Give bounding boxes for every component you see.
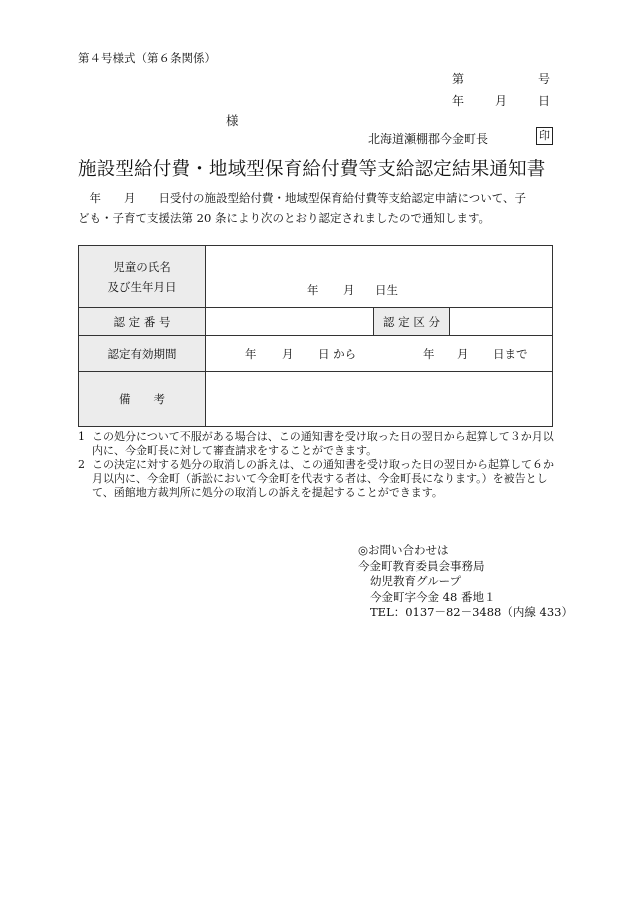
remarks-row <box>79 372 553 427</box>
cert-category-value[interactable] <box>450 308 553 336</box>
note-item <box>78 430 554 458</box>
birth-day-label: 日生 <box>375 283 398 297</box>
notes-section <box>78 430 554 500</box>
cert-category-label: 認 定 区 分 <box>374 308 450 336</box>
contact-block <box>358 543 573 621</box>
validity-label: 認定有効期間 <box>79 336 206 372</box>
intro-line-1: 年 月 日受付の施設型給付費・地域型保育給付費等支給認定申請について、子 <box>78 191 527 205</box>
recipient-honorific: 様 <box>226 113 239 128</box>
validity-row <box>79 336 553 372</box>
doc-number-prefix: 第 <box>452 72 465 86</box>
cert-number-value[interactable] <box>206 308 374 336</box>
doc-number-suffix: 号 <box>538 72 551 86</box>
child-name-label: 児童の氏名 <box>113 259 171 274</box>
remarks-value[interactable] <box>206 372 553 427</box>
issue-date-day: 日 <box>538 94 551 108</box>
remarks-label: 備 考 <box>79 372 206 427</box>
valid-to-year: 年 <box>423 347 435 361</box>
valid-from-month: 月 <box>282 347 294 361</box>
note-text: この決定に対する処分の取消しの訴えは、この通知書を受け取った日の翌日から起算して６か月以内に、今金町（訴訟において今金町を代表する者は、今金町長になります。）を被告として、函館地方裁判所に処分の取消しの訴えを提起することができます。 <box>92 458 554 499</box>
document-title: 施設型給付費・地域型保育給付費等支給認定結果通知書 <box>78 159 546 180</box>
cert-number-label: 認 定 番 号 <box>79 308 206 336</box>
birth-year-label: 年 <box>307 283 319 297</box>
valid-to-day: 日まで <box>493 347 528 361</box>
contact-group: 幼児教育グループ <box>370 574 462 588</box>
valid-from-day: 日 から <box>318 347 357 361</box>
issue-date-year: 年 <box>452 94 465 108</box>
note-number: 1 <box>78 430 85 443</box>
contact-heading: ◎お問い合わせは <box>358 543 449 557</box>
issuer-name: 北海道瀬棚郡今金町長 <box>368 132 489 146</box>
birth-month-label: 月 <box>343 283 355 297</box>
contact-phone: TEL：0137－82－3488（内線 433） <box>370 605 573 619</box>
intro-line-2: ども・子育て支援法第 20 条により次のとおり認定されましたので通知します。 <box>78 211 491 225</box>
note-text: この処分について不服がある場合は、この通知書を受け取った日の翌日から起算して３か月以内に、今金町長に対して審査請求をすることができます。 <box>92 430 554 457</box>
child-label-cell <box>79 246 206 308</box>
child-birthdate-label: 及び生年月日 <box>107 279 177 294</box>
certification-table <box>78 245 553 427</box>
note-item <box>78 458 554 500</box>
child-row <box>79 246 553 308</box>
valid-from-year: 年 <box>245 347 257 361</box>
contact-office: 今金町教育委員会事務局 <box>358 558 485 573</box>
intro-paragraph <box>78 188 552 228</box>
contact-address: 今金町字今金 48 番地１ <box>370 589 496 604</box>
note-number: 2 <box>78 458 85 471</box>
seal-mark: 印 <box>536 127 553 145</box>
issue-date-month: 月 <box>495 94 508 108</box>
form-number: 第４号様式（第６条関係） <box>78 51 216 65</box>
valid-to-month: 月 <box>457 347 469 361</box>
validity-value-cell[interactable] <box>206 336 553 372</box>
cert-number-row <box>79 308 553 336</box>
child-value-cell[interactable] <box>206 246 553 308</box>
